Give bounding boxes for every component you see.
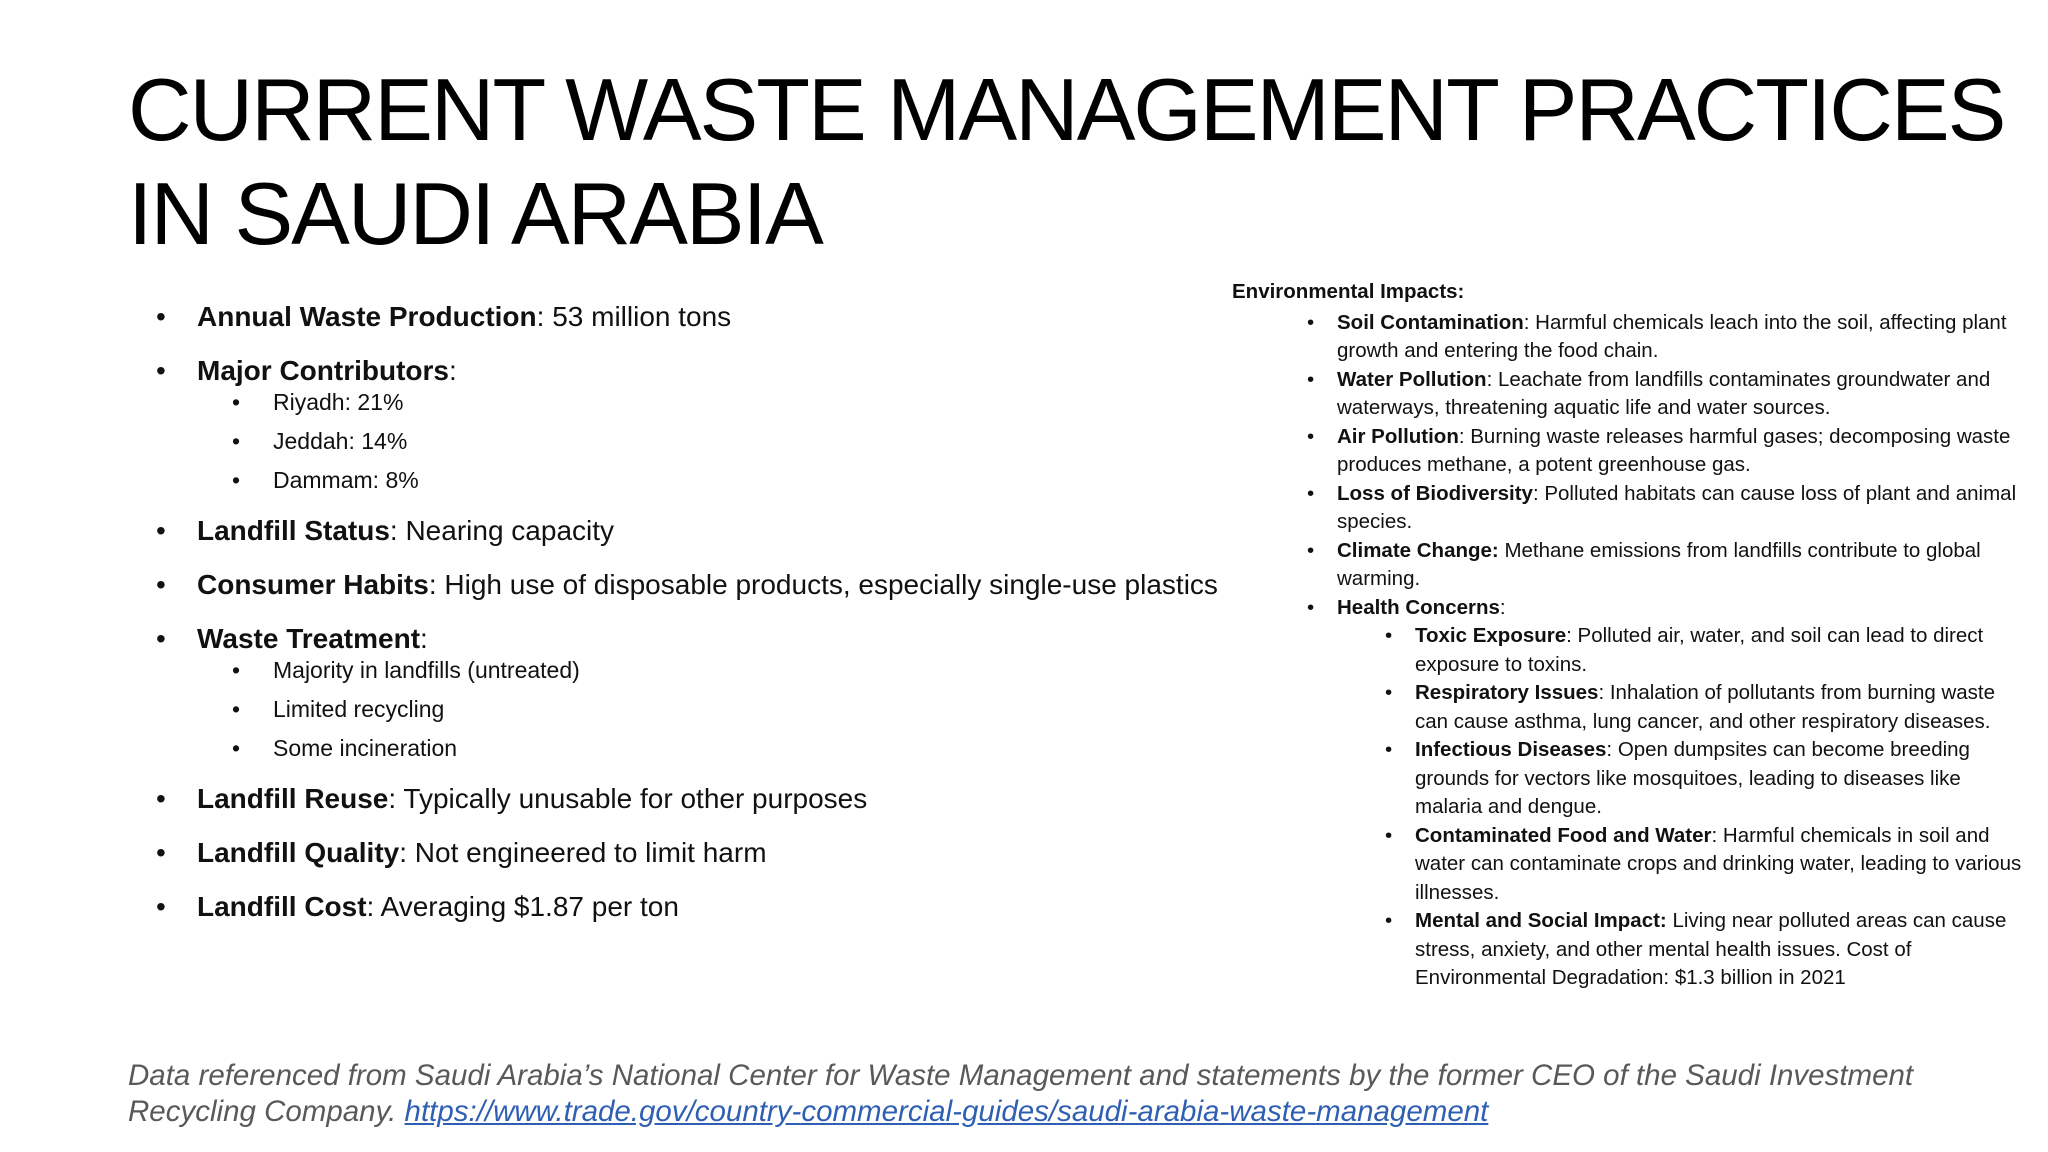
sub-item-dammam: • Dammam: 8% bbox=[150, 466, 1200, 494]
sub-item-riyadh: • Riyadh: 21% bbox=[150, 388, 1200, 416]
sub-item-jeddah: • Jeddah: 14% bbox=[150, 427, 1200, 455]
item-label: Consumer Habits bbox=[197, 569, 429, 600]
title-line-2: IN SAUDI ARABIA bbox=[128, 164, 822, 263]
health-infectious bbox=[1337, 736, 2032, 822]
waste-facts-list bbox=[150, 300, 1218, 944]
health-text: : Polluted air, water, and soil can lead to direct exposure to toxins. bbox=[1415, 624, 1984, 676]
health-text: : Inhalation of pollutants from burning waste can cause asthma, lung cancer, and other respiratory diseases. bbox=[1415, 681, 1996, 733]
impact-text: Methane emissions from landfills contribute to global warming. bbox=[1337, 538, 1981, 590]
item-label: Landfill Status bbox=[197, 515, 390, 546]
impact-label: Soil Contamination bbox=[1337, 310, 1524, 334]
footnote-text: Data referenced from Saudi Arabia’s National Center for Waste Management and statements by the former CEO of the Saudi Investment Recycling Company. bbox=[128, 1059, 1914, 1128]
item-label: Annual Waste Production bbox=[197, 301, 537, 332]
impact-soil bbox=[1232, 309, 2032, 366]
impact-text: : bbox=[1499, 595, 1506, 619]
health-mental-social bbox=[1337, 907, 2032, 993]
environmental-impacts-panel bbox=[1232, 278, 2032, 993]
impact-label: Air Pollution bbox=[1337, 424, 1459, 448]
health-text: : Harmful chemicals in soil and water can contaminate crops and drinking water, leading to various illnesses. bbox=[1415, 823, 2022, 904]
health-label: Contaminated Food and Water bbox=[1415, 823, 1712, 847]
impact-climate bbox=[1232, 537, 2032, 594]
item-value: : Not engineered to limit harm bbox=[399, 837, 767, 868]
slide-title bbox=[128, 58, 2005, 266]
impact-health bbox=[1232, 594, 2032, 993]
item-value: : bbox=[420, 623, 428, 654]
health-toxic-exposure bbox=[1337, 622, 2032, 679]
impact-air bbox=[1232, 423, 2032, 480]
sub-item-incineration: • Some incineration bbox=[150, 734, 1200, 762]
health-text: Living near polluted areas can cause stress, anxiety, and other mental health issues. Cost of Environmental Degradation: $1.3 billion in 2021 bbox=[1415, 909, 2007, 989]
item-label: Major Contributors bbox=[197, 355, 449, 386]
item-value: : High use of disposable products, especially single-use plastics bbox=[428, 569, 1218, 600]
health-food-water bbox=[1337, 822, 2032, 908]
item-value: : Typically unusable for other purposes bbox=[388, 783, 868, 814]
list-item-consumer-habits bbox=[150, 568, 1218, 602]
item-label: Landfill Cost bbox=[197, 891, 367, 922]
health-label: Infectious Diseases bbox=[1415, 738, 1607, 761]
list-item-landfill-reuse bbox=[150, 782, 1200, 816]
health-text: : Open dumpsites can become breeding grounds for vectors like mosquitoes, leading to diseases like malaria and dengue. bbox=[1415, 738, 1970, 818]
source-footnote bbox=[128, 1058, 2008, 1130]
item-label: Waste Treatment bbox=[197, 623, 421, 654]
impact-label: Water Pollution bbox=[1337, 367, 1487, 391]
item-label: Landfill Reuse bbox=[197, 783, 389, 814]
impact-label: Climate Change: bbox=[1337, 538, 1499, 562]
list-item-landfill-quality bbox=[150, 836, 1200, 870]
item-value: : Averaging $1.87 per ton bbox=[366, 891, 679, 922]
list-item-landfill-status bbox=[150, 514, 1200, 548]
item-label: Landfill Quality bbox=[197, 837, 400, 868]
impact-label: Health Concerns bbox=[1337, 595, 1500, 619]
list-item-landfill-cost bbox=[150, 890, 1200, 924]
health-label: Respiratory Issues bbox=[1415, 681, 1599, 704]
list-item-major-contributors bbox=[150, 354, 1200, 494]
health-label: Mental and Social Impact: bbox=[1415, 909, 1667, 932]
impact-text: : Polluted habitats can cause loss of plant and animal species. bbox=[1337, 481, 2017, 533]
impact-text: : Burning waste releases harmful gases; decomposing waste produces methane, a potent greenhouse gas. bbox=[1337, 424, 2011, 476]
health-respiratory bbox=[1337, 679, 2032, 736]
list-item-annual-waste bbox=[150, 300, 1200, 334]
item-value: : bbox=[449, 355, 457, 386]
impact-label: Loss of Biodiversity bbox=[1337, 481, 1533, 505]
item-value: : Nearing capacity bbox=[389, 515, 615, 546]
title-line-1: CURRENT WASTE MANAGEMENT PRACTICES bbox=[128, 60, 2005, 159]
environmental-impacts-heading: Environmental Impacts: bbox=[1232, 280, 1465, 303]
impact-text: : Leachate from landfills contaminates groundwater and waterways, threatening aquatic life and water sources. bbox=[1337, 367, 1991, 419]
health-label: Toxic Exposure bbox=[1415, 624, 1567, 647]
sub-item-recycling: • Limited recycling bbox=[150, 695, 1200, 723]
item-value: : 53 million tons bbox=[536, 301, 732, 332]
impact-text: : Harmful chemicals leach into the soil, affecting plant growth and entering the food chain. bbox=[1337, 310, 2007, 362]
list-item-waste-treatment bbox=[150, 622, 1200, 762]
sub-item-landfills: • Majority in landfills (untreated) bbox=[150, 656, 1200, 684]
source-link[interactable]: https://www.trade.gov/country-commercial-guides/saudi-arabia-waste-management bbox=[404, 1095, 1489, 1128]
impact-biodiversity bbox=[1232, 480, 2032, 537]
impact-water bbox=[1232, 366, 2032, 423]
